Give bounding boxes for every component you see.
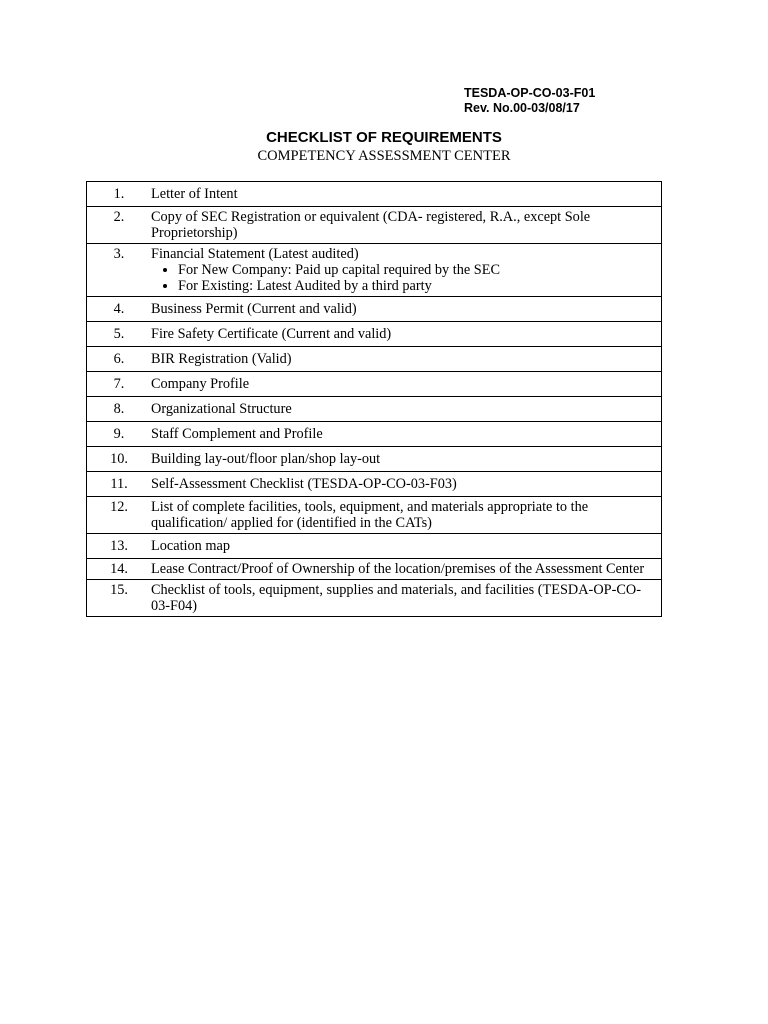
item-text: BIR Registration (Valid) — [147, 347, 662, 372]
table-row — [87, 347, 662, 372]
item-number: 5. — [87, 322, 148, 347]
table-row — [87, 182, 662, 207]
item-number: 1. — [87, 182, 148, 207]
item-number: 11. — [87, 472, 148, 497]
item-text: Location map — [147, 534, 662, 559]
document-code-block — [464, 86, 595, 116]
table-row — [87, 322, 662, 347]
item-text: Financial Statement (Latest audited) — [151, 246, 359, 262]
revision-number: Rev. No.00-03/08/17 — [464, 101, 580, 115]
item-text: Organizational Structure — [147, 397, 662, 422]
item-number: 10. — [87, 447, 148, 472]
item-text: Copy of SEC Registration or equivalent (CDA- registered, R.A., except Sole Proprietorship) — [147, 207, 662, 244]
item-number: 8. — [87, 397, 148, 422]
table-row — [87, 297, 662, 322]
item-text: Building lay-out/floor plan/shop lay-out — [147, 447, 662, 472]
item-cell — [147, 244, 662, 297]
item-number: 14. — [87, 559, 148, 580]
table-row — [87, 372, 662, 397]
table-row — [87, 559, 662, 580]
sub-item: • For Existing: Latest Audited by a third party — [178, 278, 657, 294]
item-text: Self-Assessment Checklist (TESDA-OP-CO-03-F03) — [147, 472, 662, 497]
item-text: Letter of Intent — [147, 182, 662, 207]
item-number: 7. — [87, 372, 148, 397]
item-number: 12. — [87, 497, 148, 534]
table-row — [87, 244, 662, 297]
item-number: 6. — [87, 347, 148, 372]
item-number: 13. — [87, 534, 148, 559]
table-row — [87, 397, 662, 422]
item-text: Business Permit (Current and valid) — [147, 297, 662, 322]
item-number: 3. — [87, 244, 148, 297]
item-text: Lease Contract/Proof of Ownership of the location/premises of the Assessment Center — [147, 559, 662, 580]
table-row — [87, 447, 662, 472]
table-row — [87, 207, 662, 244]
item-text: Company Profile — [147, 372, 662, 397]
item-number: 2. — [87, 207, 148, 244]
table-row — [87, 497, 662, 534]
page-title: CHECKLIST OF REQUIREMENTS — [266, 129, 502, 146]
table-row — [87, 472, 662, 497]
item-text: Staff Complement and Profile — [147, 422, 662, 447]
table-row — [87, 580, 662, 617]
form-code: TESDA-OP-CO-03-F01 — [464, 86, 596, 100]
item-number: 15. — [87, 580, 148, 617]
table-row — [87, 534, 662, 559]
item-number: 4. — [87, 297, 148, 322]
item-text: Checklist of tools, equipment, supplies and materials, and facilities (TESDA-OP-CO-03-F04) — [147, 580, 662, 617]
item-text: List of complete facilities, tools, equipment, and materials appropriate to the qualification/ applied for (identified in the CATs) — [147, 497, 662, 534]
requirements-table — [86, 181, 662, 617]
table-row — [87, 422, 662, 447]
sub-item: • For New Company: Paid up capital required by the SEC — [178, 262, 657, 278]
item-number: 9. — [87, 422, 148, 447]
sub-item-list — [151, 262, 657, 294]
item-text: Fire Safety Certificate (Current and valid) — [147, 322, 662, 347]
page-subtitle: COMPETENCY ASSESSMENT CENTER — [257, 148, 511, 164]
